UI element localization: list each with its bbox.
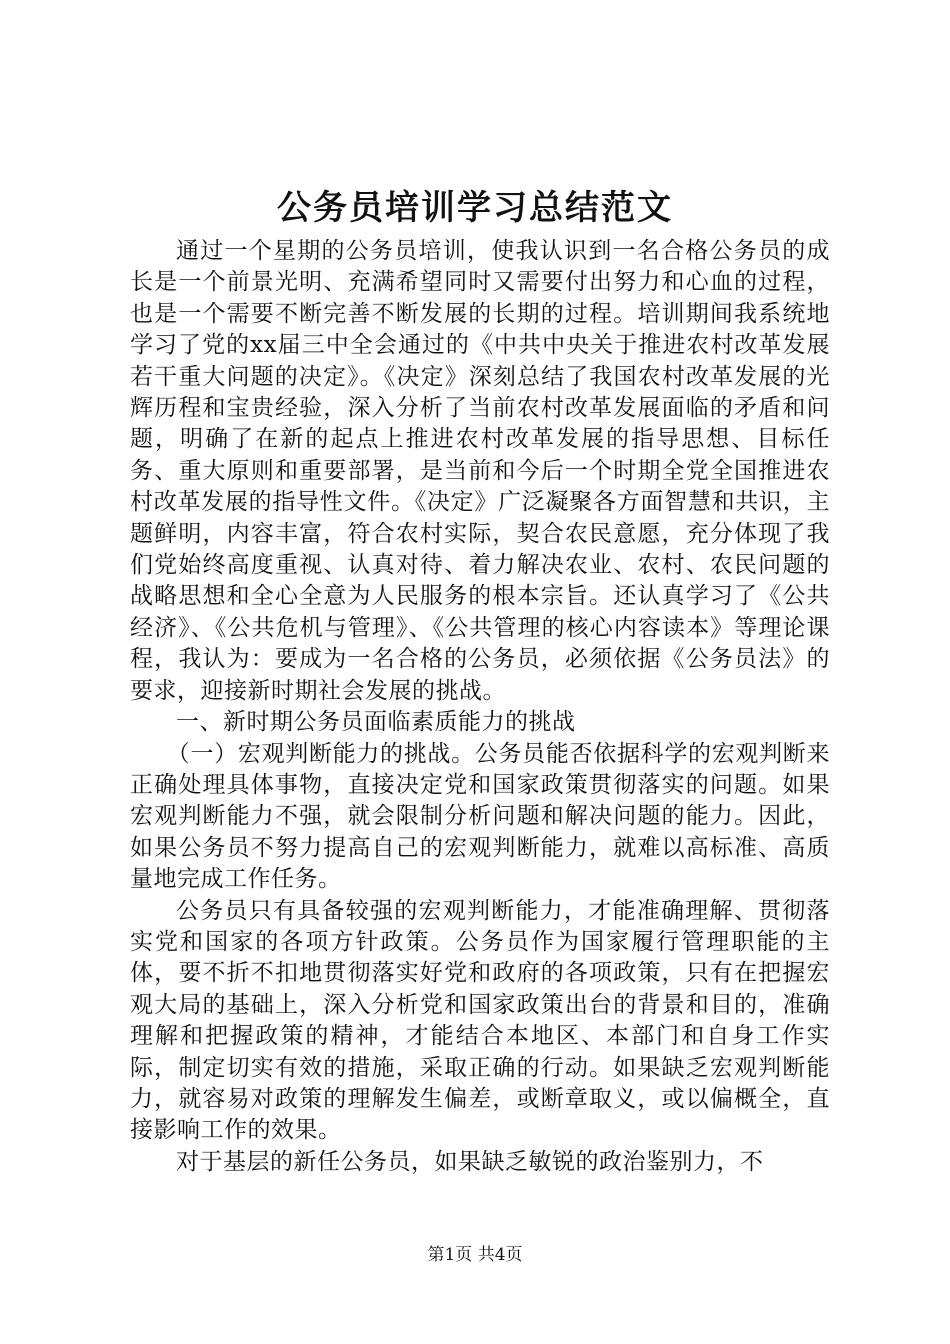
paragraph-macro-judgment: （一）宏观判断能力的挑战。公务员能否依据科学的宏观判断来正确处理具体事物，直接决定党和国家政策贯彻落实的问题。如果宏观判断能力不强，就会限制分析问题和解决问题的能力。因此，如果公务员不努力提高自己的宏观判断能力，就难以高标准、高质量地完成工作任务。 (130, 740, 830, 893)
paragraph-intro: 通过一个星期的公务员培训，使我认识到一名合格公务员的成长是一个前景光明、充满希望同时又需要付出努力和心血的过程，也是一个需要不断完善不断发展的长期的过程。培训期间我系统地学习了党的xx届三中全会通过的《中共中央关于推进农村改革发展若干重大问题的决定》。《决定》深刻总结了我国农村改革发展的光辉历程和宝贵经验，深入分析了当前农村改革发展面临的矛盾和问题，明确了在新的起点上推进农村改革发展的指导思想、目标任务、重大原则和重要部署，是当前和今后一个时期全党全国推进农村改革发展的指导性文件。《决定》广泛凝聚各方面智慧和共识，主题鲜明，内容丰富，符合农村实际，契合农民意愿，充分体现了我们党始终高度重视、认真对待、着力解决农业、农村、农民问题的战略思想和全心全意为人民服务的根本宗旨。还认真学习了《公共经济》、《公共危机与管理》、《公共管理的核心内容读本》等理论课程，我认为：要成为一名合格的公务员，必须依据《公务员法》的要求，迎接新时期社会发展的挑战。 (130, 238, 830, 704)
paragraph-grassroots: 对于基层的新任公务员，如果缺乏敏锐的政治鉴别力，不 (176, 1148, 764, 1175)
section-heading: 一、新时期公务员面临素质能力的挑战 (176, 709, 576, 736)
paragraph-macro-judgment-detail: 公务员只有具备较强的宏观判断能力，才能准确理解、贯彻落实党和国家的各项方针政策。公务员作为国家履行管理职能的主体，要不折不扣地贯彻落实好党和政府的各项政策，只有在把握宏观大局的基础上，深入分析党和国家政策出台的背景和目的，准确理解和把握政策的精神，才能结合本地区、本部门和自身工作实际，制定切实有效的措施，采取正确的行动。如果缺乏宏观判断能力，就容易对政策的理解发生偏差，或断章取义，或以偏概全，直接影响工作的效果。 (130, 897, 830, 1144)
document-body (130, 236, 830, 1178)
page-footer: 第1页 共4页 (427, 1245, 523, 1265)
document-title: 公务员培训学习总结范文 (277, 188, 673, 228)
